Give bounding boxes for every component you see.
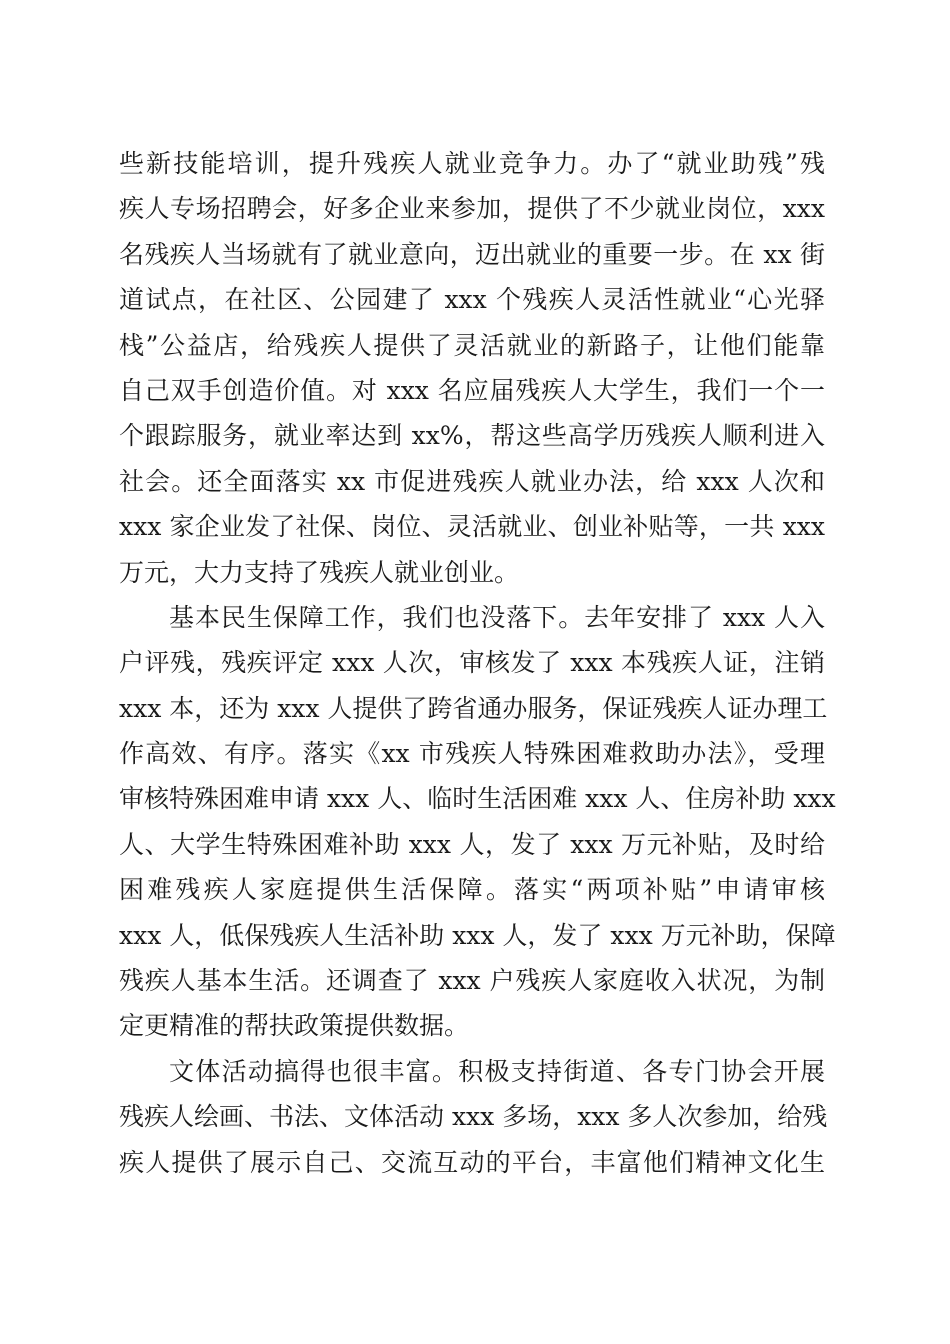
text-line: xxx 家企业发了社保、岗位、灵活就业、创业补贴等，一共 xxx	[119, 512, 825, 542]
text-line: 审核特殊困难申请 xxx 人、临时生活困难 xxx 人、住房补助 xxx	[119, 784, 836, 814]
body-text	[119, 141, 836, 1185]
text-line: 困难残疾人家庭提供生活保障。落实“两项补贴”申请审核	[119, 875, 825, 905]
text-line: 栈”公益店，给残疾人提供了灵活就业的新路子，让他们能靠	[119, 330, 825, 360]
text-line: 名残疾人当场就有了就业意向，迈出就业的重要一步。在 xx 街	[119, 239, 825, 269]
text-line: 道试点，在社区、公园建了 xxx 个残疾人灵活性就业“心光驿	[119, 285, 825, 315]
text-line: 残疾人基本生活。还调查了 xxx 户残疾人家庭收入状况，为制	[119, 966, 825, 996]
text-line: xxx 本，还为 xxx 人提供了跨省通办服务，保证残疾人证办理工	[119, 693, 828, 723]
paragraph-start-line: 基本民生保障工作，我们也没落下。去年安排了 xxx 人入	[169, 602, 825, 632]
text-line: 疾人专场招聘会，好多企业来参加，提供了不少就业岗位，xxx	[119, 194, 825, 224]
text-line: 定更精准的帮扶政策提供数据。	[119, 1011, 470, 1041]
text-line: xxx 人，低保残疾人生活补助 xxx 人，发了 xxx 万元补助，保障	[119, 920, 836, 950]
text-line: 万元，大力支持了残疾人就业创业。	[119, 557, 520, 587]
text-line: 社会。还全面落实 xx 市促进残疾人就业办法，给 xxx 人次和	[119, 466, 825, 496]
text-line: 自己双手创造价值。对 xxx 名应届残疾人大学生，我们一个一	[119, 375, 825, 405]
text-line: 疾人提供了展示自己、交流互动的平台，丰富他们精神文化生	[119, 1147, 825, 1177]
text-line: 些新技能培训，提升残疾人就业竞争力。办了“就业助残”残	[119, 149, 825, 178]
text-line: 个跟踪服务，就业率达到 xx%，帮这些高学历残疾人顺利进入	[119, 421, 825, 451]
text-line: 户评残，残疾评定 xxx 人次，审核发了 xxx 本残疾人证，注销	[119, 648, 825, 678]
paragraph-start-line: 文体活动搞得也很丰富。积极支持街道、各专门协会开展	[169, 1056, 825, 1086]
text-line: 残疾人绘画、书法、文体活动 xxx 多场，xxx 多人次参加，给残	[119, 1102, 828, 1132]
text-line: 人、大学生特殊困难补助 xxx 人，发了 xxx 万元补贴，及时给	[119, 829, 825, 859]
text-line: 作高效、有序。落实《xx 市残疾人特殊困难救助办法》，受理	[119, 739, 825, 769]
